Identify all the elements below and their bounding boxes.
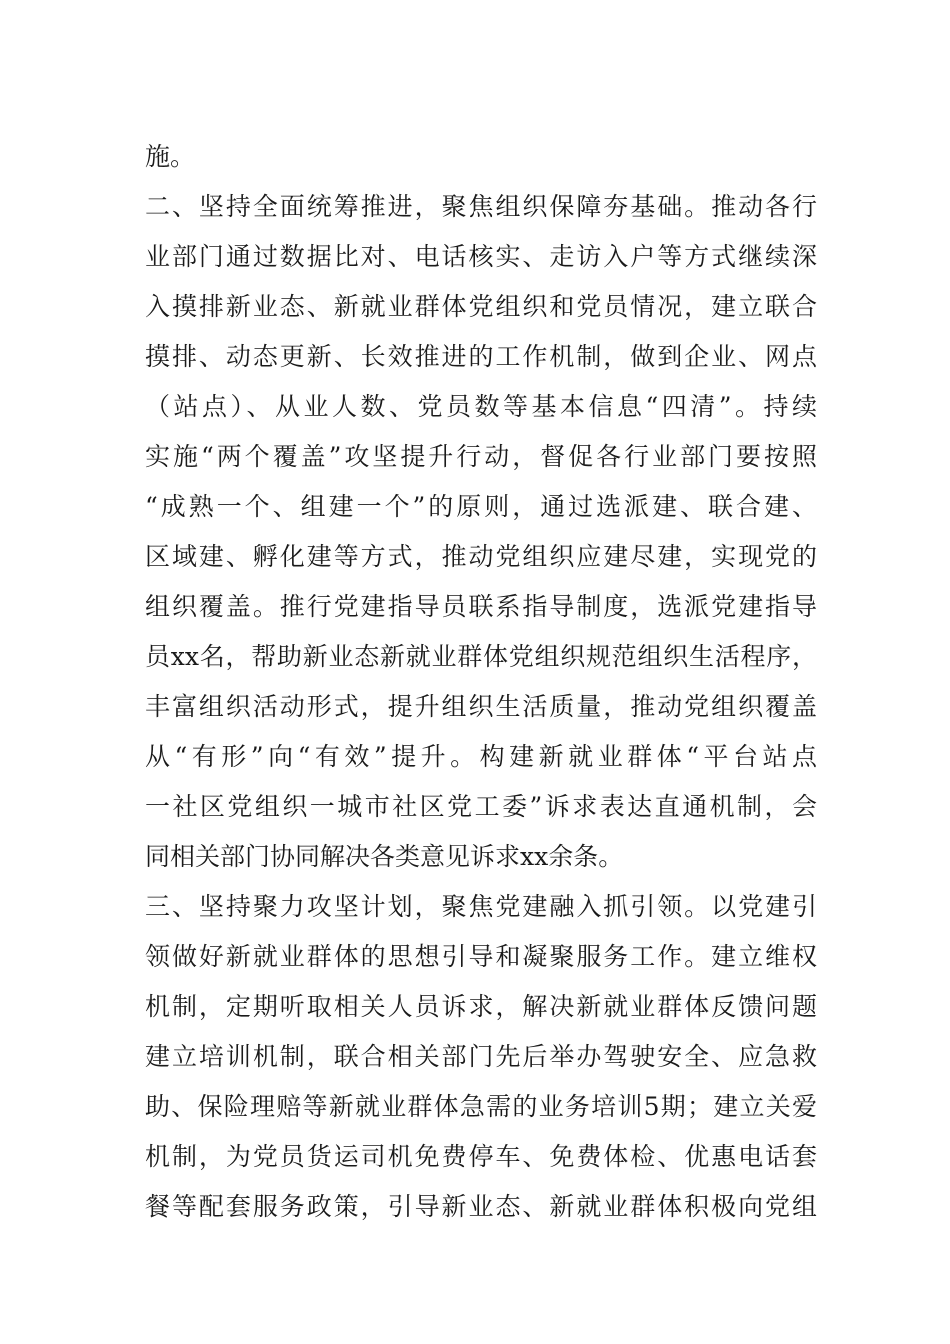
text-line: 实施“两个覆盖”攻坚提升行动，督促各行业部门要按照 — [145, 442, 817, 471]
text-line: 领做好新就业群体的思想引导和凝聚服务工作。建立维权 — [145, 942, 817, 971]
text-line: 摸排、动态更新、长效推进的工作机制，做到企业、网点 — [145, 342, 817, 371]
text-line: 区域建、孵化建等方式，推动党组织应建尽建，实现党的 — [145, 542, 817, 571]
text-line: 助、保险理赔等新就业群体急需的业务培训5期；建立关爱 — [145, 1092, 817, 1121]
text-line: 餐等配套服务政策，引导新业态、新就业群体积极向党组 — [145, 1192, 817, 1221]
text-line: 丰富组织活动形式，提升组织生活质量，推动党组织覆盖 — [145, 692, 817, 721]
text-line: 从“有形”向“有效”提升。构建新就业群体“平台站点 — [145, 742, 817, 771]
text-line: 建立培训机制，联合相关部门先后举办驾驶安全、应急救 — [145, 1042, 817, 1071]
text-line: 一社区党组织一城市社区党工委”诉求表达直通机制，会 — [145, 792, 817, 821]
body-text — [145, 132, 817, 1232]
text-line: 机制，为党员货运司机免费停车、免费体检、优惠电话套 — [145, 1142, 817, 1171]
text-line: 同相关部门协同解决各类意见诉求xx余条。 — [145, 842, 624, 871]
text-line: 机制，定期听取相关人员诉求，解决新就业群体反馈问题 — [145, 992, 817, 1021]
text-line: 员xx名，帮助新业态新就业群体党组织规范组织生活程序， — [145, 642, 817, 671]
text-line: 三、坚持聚力攻坚计划，聚焦党建融入抓引领。以党建引 — [145, 892, 817, 921]
text-line: 二、坚持全面统筹推进，聚焦组织保障夯基础。推动各行 — [145, 192, 817, 221]
text-line: “成熟一个、组建一个”的原则，通过选派建、联合建、 — [145, 492, 817, 521]
text-line: 施。 — [145, 142, 196, 171]
text-line: 组织覆盖。推行党建指导员联系指导制度，选派党建指导 — [145, 592, 817, 621]
text-line: 入摸排新业态、新就业群体党组织和党员情况，建立联合 — [145, 292, 817, 321]
text-line: 业部门通过数据比对、电话核实、走访入户等方式继续深 — [145, 242, 817, 271]
text-line: （站点）、从业人数、党员数等基本信息“四清”。持续 — [145, 392, 817, 421]
